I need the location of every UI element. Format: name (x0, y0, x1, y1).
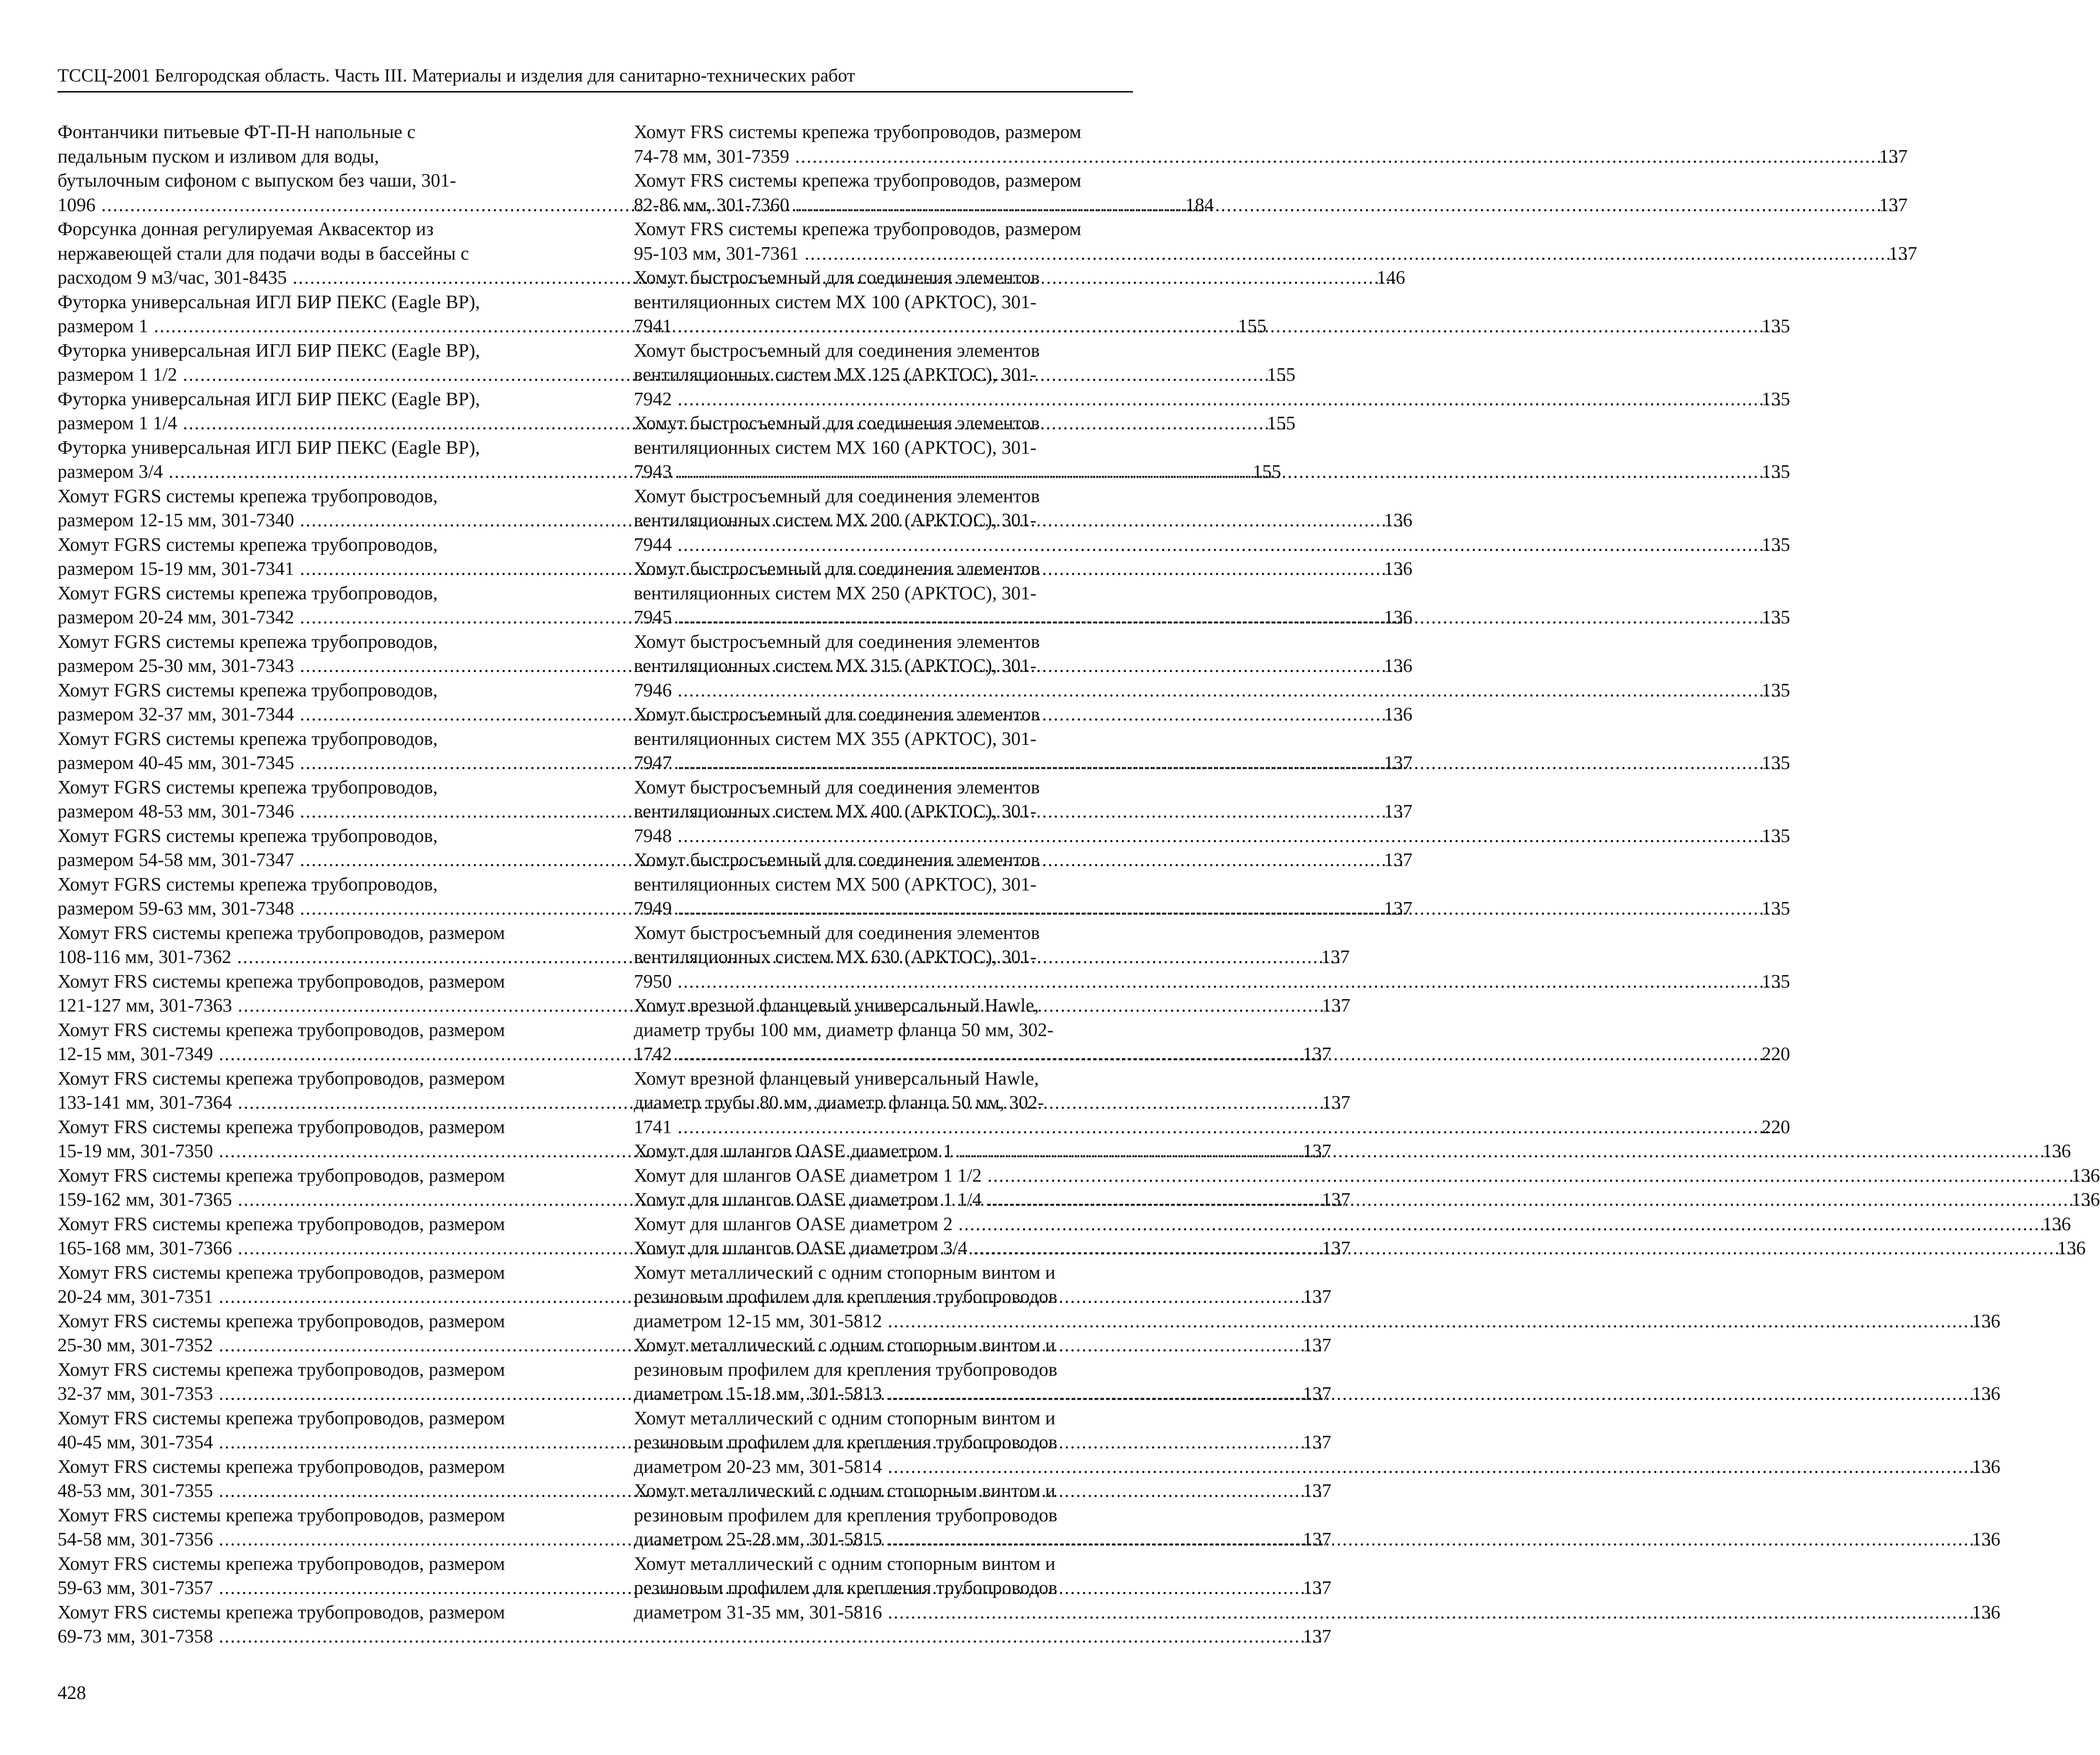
index-entry-page-number: 137 (1384, 801, 1413, 822)
index-entry-line: Хомут быстросъемный для соединения элементов (634, 849, 1040, 870)
index-entry-text: 7945 ..... (634, 607, 1782, 628)
index-entry-last-line (58, 1624, 1332, 1649)
index-entry-text: 15-19 мм, 301-7350 ..... (58, 1141, 1323, 1162)
index-entry-last-line (634, 1115, 1790, 1140)
index-entry-page-number: 136 (2071, 1165, 2100, 1186)
index-entry-line: Хомут металлический с одним стопорным винтом и (634, 1407, 1056, 1429)
index-entry-page-number: 135 (1761, 752, 1790, 773)
index-entry-page-number: 136 (1384, 558, 1413, 579)
index-entry-leader (634, 1115, 1782, 1140)
index-entry-text: 74-78 мм, 301-7359 ..... (634, 146, 1899, 167)
index-entry-text: 48-53 мм, 301-7355 ..... (58, 1480, 1323, 1501)
index-entry-text: Хомут для шлангов OASE диаметром 3/4 ..... (634, 1238, 2077, 1259)
index-entry-line: Футорка универсальная ИГЛ БИР ПЕКС (Eagle BP), (58, 340, 480, 361)
index-entry-text: 7949 ..... (634, 898, 1782, 919)
index-entry-last-line (634, 145, 1908, 169)
index-entry-leader (634, 897, 1782, 921)
index-entry-text: размером 25-30 мм, 301-7343 ..... (58, 655, 1404, 676)
index-entry-line: Хомут FGRS системы крепежа трубопроводов, (58, 631, 438, 652)
index-entry-page-number: 135 (1761, 679, 1790, 701)
index-entry-line: Хомут FRS системы крепежа трубопроводов, размером (58, 1407, 505, 1429)
index-entry-line: Хомут быстросъемный для соединения элементов (634, 558, 1040, 579)
index-entry-line: Хомут врезной фланцевый универсальный Hawle, (634, 995, 1039, 1016)
index-entry-page-number: 137 (1322, 1189, 1351, 1210)
index-entry-line: Хомут быстросъемный для соединения элементов (634, 267, 1040, 288)
index-entry-page-number: 136 (2042, 1141, 2071, 1162)
index-entry-line: вентиляционных систем MX 100 (АРКТОС), 301- (634, 291, 1036, 313)
index-entry-text: 7942 ..... (634, 389, 1782, 410)
index-entry-line: Хомут FGRS системы крепежа трубопроводов, (58, 485, 438, 507)
index-entry-page-number: 136 (1384, 510, 1413, 531)
index-entry-last-line (634, 1164, 2100, 1188)
index-entry-line: вентиляционных систем MX 250 (АРКТОС), 301- (634, 582, 1036, 604)
index-entry-leader (634, 460, 1782, 484)
index-entry-last-line (634, 533, 1790, 557)
index-entry-page-number: 137 (1879, 146, 1908, 167)
index-entry-line: резиновым профилем для крепления трубопроводов (634, 1432, 1058, 1453)
index-entry-line: Хомут FGRS системы крепежа трубопроводов, (58, 679, 438, 701)
index-entry-leader (634, 1236, 2077, 1261)
index-entry-page-number: 137 (1303, 1432, 1332, 1453)
index-entry-line: Хомут FRS системы крепежа трубопроводов, размером (58, 1601, 505, 1623)
index-entry-line: резиновым профилем для крепления трубопроводов (634, 1359, 1058, 1380)
index-entry-line: Футорка универсальная ИГЛ БИР ПЕКС (Eagle BP), (58, 291, 480, 313)
index-entry-page-number: 135 (1761, 898, 1790, 919)
index-entry-text: Хомут для шлангов OASE диаметром 1 1/2 ..... (634, 1165, 2092, 1186)
index-entry-page-number: 137 (1303, 1286, 1332, 1307)
index-entry (634, 1212, 2071, 1237)
index-entry-text: 7943 ..... (634, 461, 1782, 482)
index-entry-line: Хомут металлический с одним стопорным винтом и (634, 1262, 1056, 1283)
index-entry-line: вентиляционных систем MX 500 (АРКТОС), 301- (634, 873, 1036, 895)
index-entry-line: Хомут FRS системы крепежа трубопроводов, размером (58, 922, 505, 944)
index-entry-page-number: 137 (1303, 1577, 1332, 1598)
index-entry-line: Хомут FRS системы крепежа трубопроводов, размером (58, 1310, 505, 1332)
index-entry-text: 159-162 мм, 301-7365 ..... (58, 1189, 1342, 1210)
index-entry-line: Хомут металлический с одним стопорным винтом и (634, 1553, 1056, 1574)
index-entry-page-number: 135 (1761, 316, 1790, 337)
index-entry-line: Футорка универсальная ИГЛ БИР ПЕКС (Eagle BP), (58, 437, 480, 458)
index-entry-leader (634, 1212, 2063, 1237)
index-entry-line: нержавеющей стали для подачи воды в бассейны с (58, 243, 469, 264)
index-entry-page-number: 220 (1761, 1116, 1790, 1138)
index-entry-line: Хомут быстросъемный для соединения элементов (634, 631, 1040, 652)
index-entry-text: 54-58 мм, 301-7356 ..... (58, 1529, 1323, 1550)
index-entry-text: 20-24 мм, 301-7351 ..... (58, 1286, 1323, 1307)
index-entry-line: Хомут быстросъемный для соединения элементов (634, 413, 1040, 434)
index-entry-page-number: 137 (1384, 752, 1413, 773)
index-entry-leader (634, 970, 1782, 994)
index-entry-text: 59-63 мм, 301-7357 ..... (58, 1577, 1323, 1598)
index-entry-page-number: 136 (1971, 1310, 2000, 1332)
index-entry-line: Хомут FRS системы крепежа трубопроводов, размером (58, 1165, 505, 1186)
index-entry-page-number: 136 (1971, 1601, 2000, 1623)
index-entry-leader (634, 1455, 1992, 1479)
index-entry-line: Хомут FGRS системы крепежа трубопроводов, (58, 825, 438, 846)
index-entry-last-line (634, 387, 1790, 412)
index-entry-text: размером 54-58 мм, 301-7347 ..... (58, 849, 1404, 870)
index-entry-line: резиновым профилем для крепления трубопроводов (634, 1286, 1058, 1307)
index-entry-last-line (634, 1455, 2000, 1479)
index-entry-page-number: 135 (1761, 825, 1790, 846)
index-entry-page-number: 136 (2057, 1238, 2086, 1259)
index-entry-line: бутылочным сифоном с выпуском без чаши, 301- (58, 170, 456, 191)
index-entry-line: Хомут FRS системы крепежа трубопроводов, размером (634, 219, 1082, 240)
index-entry-page-number: 135 (1761, 971, 1790, 992)
index-entry-line: Хомут металлический с одним стопорным винтом и (634, 1335, 1056, 1356)
index-entry-line: Хомут FRS системы крепежа трубопроводов, размером (58, 1359, 505, 1380)
index-entry-page-number: 146 (1376, 267, 1405, 288)
index-entry-last-line (634, 1600, 2000, 1625)
index-entry-line: Хомут быстросъемный для соединения элементов (634, 704, 1040, 725)
index-entry-page-number: 136 (2071, 1189, 2100, 1210)
index-entry-line: вентиляционных систем MX 400 (АРКТОС), 301- (634, 801, 1036, 822)
index-entry-page-number: 137 (1322, 1092, 1351, 1113)
index-entry-text: 7941 ..... (634, 316, 1782, 337)
index-entry-text: 25-30 мм, 301-7352 ..... (58, 1335, 1323, 1356)
index-entry-line: Хомут FRS системы крепежа трубопроводов, размером (58, 1504, 505, 1526)
index-entry-text: 1741 ..... (634, 1117, 1782, 1138)
index-entry-page-number: 184 (1185, 194, 1214, 216)
index-entry-text: размером 40-45 мм, 301-7345 ..... (58, 752, 1404, 773)
index-entry-leader (634, 1527, 1992, 1552)
index-entry-text: Хомут для шлангов OASE диаметром 2 ..... (634, 1214, 2063, 1235)
index-entry-leader (634, 1164, 2092, 1188)
index-entry-leader (634, 1139, 2063, 1164)
index-entry-text: размером 1 ..... (58, 316, 1259, 337)
index-entry-leader (634, 145, 1899, 169)
index-entry-text: размером 32-37 мм, 301-7344 ..... (58, 704, 1404, 725)
index-entry-line: Хомут FRS системы крепежа трубопроводов, размером (58, 971, 505, 992)
index-entry-text: диаметром 20-23 мм, 301-5814 ..... (634, 1456, 1992, 1477)
index-entry-leader (634, 1600, 1992, 1625)
index-entry-text: 165-168 мм, 301-7366 ..... (58, 1238, 1342, 1259)
index-entry-page-number: 137 (1384, 849, 1413, 870)
index-entry-text: диаметром 31-35 мм, 301-5816 ..... (634, 1602, 1992, 1623)
index-entry-last-line (634, 970, 1790, 994)
index-entry-text: 95-103 мм, 301-7361 ..... (634, 243, 1909, 264)
index-entry-page-number: 137 (1888, 243, 1917, 264)
index-entry-text: диаметром 15-18 мм, 301-5813 ..... (634, 1383, 1992, 1404)
index-entry-line: Хомут быстросъемный для соединения элементов (634, 776, 1040, 798)
index-entry-line: Хомут FRS системы крепежа трубопроводов, размером (58, 1116, 505, 1138)
index-entry-page-number: 137 (1303, 1480, 1332, 1501)
index-entry-page-number: 137 (1303, 1044, 1332, 1065)
index-entry-leader (634, 387, 1782, 412)
index-entry-text: расходом 9 м3/час, 301-8435 ..... (58, 267, 1397, 288)
index-entry-text: 12-15 мм, 301-7349 ..... (58, 1044, 1323, 1065)
index-entry-leader (634, 605, 1782, 630)
index-entry-line: Хомут FRS системы крепежа трубопроводов, размером (58, 1068, 505, 1089)
index-entry-page-number: 155 (1267, 364, 1296, 385)
index-entry-text: размером 15-19 мм, 301-7341 ..... (58, 558, 1404, 579)
index-entry-last-line (634, 678, 1790, 703)
index-entry-line: Форсунка донная регулируемая Аквасектор из (58, 219, 434, 240)
index-entry-text: 40-45 мм, 301-7354 ..... (58, 1432, 1323, 1453)
index-entry-leader (58, 1624, 1323, 1649)
index-entry-leader (634, 1188, 2092, 1212)
index-entry-line: Хомут FRS системы крепежа трубопроводов, размером (58, 1262, 505, 1283)
index-entry-page-number: 155 (1253, 461, 1282, 482)
index-entry-page-number: 155 (1267, 413, 1296, 434)
index-entry-line: вентиляционных систем MX 315 (АРКТОС), 301- (634, 655, 1036, 676)
index-entry-page-number: 136 (1971, 1456, 2000, 1477)
index-entry-last-line (634, 1212, 2071, 1237)
index-entry-text: 7944 ..... (634, 534, 1782, 555)
index-entry-text: 32-37 мм, 301-7353 ..... (58, 1383, 1323, 1404)
index-entry-text: размером 1 1/4 ..... (58, 413, 1288, 434)
index-entry-leader (634, 751, 1782, 775)
page-header: ТССЦ-2001 Белгородская область. Часть III. Материалы и изделия для санитарно-технических работ (58, 64, 1133, 93)
index-entry-leader (634, 678, 1782, 703)
index-entry-page-number: 137 (1322, 1238, 1351, 1259)
index-entry-text: Хомут для шлангов OASE диаметром 1 1/4 ..... (634, 1189, 2092, 1210)
index-entry-page-number: 155 (1238, 316, 1267, 337)
index-entry-line: Хомут FRS системы крепежа трубопроводов, размером (634, 122, 1082, 143)
index-entry-page-number: 136 (1384, 607, 1413, 628)
index-entry-page-number: 135 (1761, 534, 1790, 555)
index-entry-line: вентиляционных систем MX 200 (АРКТОС), 301- (634, 510, 1036, 531)
index-entry-page-number: 135 (1761, 607, 1790, 628)
index-entry-line: Футорка универсальная ИГЛ БИР ПЕКС (Eagle BP), (58, 388, 480, 410)
index-entry-text: размером 12-15 мм, 301-7340 ..... (58, 510, 1404, 531)
index-entry-text: 1742 ..... (634, 1044, 1782, 1065)
index-entry-page-number: 136 (1971, 1529, 2000, 1550)
index-entry-text: диаметром 25-28 мм, 301-5815 ..... (634, 1529, 1992, 1550)
index-entry-text: размером 3/4 ..... (58, 461, 1273, 482)
index-entry-line: Хомут FGRS системы крепежа трубопроводов, (58, 534, 438, 555)
index-entry-page-number: 137 (1384, 898, 1413, 919)
index-entry-page-number: 137 (1322, 995, 1351, 1016)
index-entry-leader (634, 242, 1909, 266)
index-entry-text: 69-73 мм, 301-7358 ..... (58, 1626, 1323, 1647)
index-entry-text: размером 1 1/2 ..... (58, 364, 1288, 385)
index-entry-last-line (634, 824, 1790, 848)
index-entry-page-number: 137 (1303, 1529, 1332, 1550)
index-entry-line: Хомут FGRS системы крепежа трубопроводов, (58, 728, 438, 749)
index-entry-leader (634, 1309, 1992, 1334)
index-entry-line: Хомут быстросъемный для соединения элементов (634, 485, 1040, 507)
index-entry-text: 7950 ..... (634, 971, 1782, 992)
index-entry-leader (634, 1382, 1992, 1406)
index-entry-line: резиновым профилем для крепления трубопроводов (634, 1577, 1058, 1598)
index-entry-text: 7946 ..... (634, 680, 1782, 701)
index-entry-text: 7948 ..... (634, 825, 1782, 846)
index-entry-text: размером 48-53 мм, 301-7346 ..... (58, 801, 1404, 822)
index-entry-line: Хомут FGRS системы крепежа трубопроводов, (58, 873, 438, 895)
index-entry-page-number: 136 (1384, 655, 1413, 676)
index-entry (634, 120, 1908, 169)
index-entry-line: Хомут FGRS системы крепежа трубопроводов, (58, 582, 438, 604)
index-entry-line: резиновым профилем для крепления трубопроводов (634, 1504, 1058, 1526)
index-entry-text: диаметром 12-15 мм, 301-5812 ..... (634, 1311, 1992, 1332)
index-entry-line: вентиляционных систем MX 355 (АРКТОС), 301- (634, 728, 1036, 749)
index-entry-page-number: 137 (1879, 194, 1908, 216)
index-entry-text: размером 59-63 мм, 301-7348 ..... (58, 898, 1404, 919)
index-entry-line: диаметр трубы 80 мм, диаметр фланца 50 мм, 302- (634, 1092, 1044, 1113)
index-entry-line: педальным пуском и изливом для воды, (58, 146, 379, 167)
index-entry-text: 1096 ..... (58, 195, 1206, 216)
index-entry-page-number: 135 (1761, 388, 1790, 410)
index-entry-leader (634, 533, 1782, 557)
index-entry-line: вентиляционных систем MX 630 (АРКТОС), 301- (634, 947, 1036, 968)
index-entry-page-number: 136 (1384, 704, 1413, 725)
index-entry-text: 108-116 мм, 301-7362 ..... (58, 947, 1342, 968)
index-entry-line: Хомут быстросъемный для соединения элементов (634, 340, 1040, 361)
index-entry-line: вентиляционных систем MX 160 (АРКТОС), 301- (634, 437, 1036, 458)
index-entry-leader (634, 1042, 1782, 1067)
index-entry-line: Хомут FRS системы крепежа трубопроводов, размером (634, 170, 1082, 191)
index-entry (634, 1164, 2100, 1188)
index-entry (634, 217, 1917, 266)
index-entry-page-number: 137 (1303, 1626, 1332, 1647)
index-entry-page-number: 220 (1761, 1044, 1790, 1065)
index-entry-page-number: 136 (2042, 1213, 2071, 1235)
index-entry-last-line (634, 1309, 2000, 1334)
index-entry-leader (634, 193, 1899, 218)
index-entry-leader (634, 824, 1782, 848)
index-entry-line: Хомут FRS системы крепежа трубопроводов, размером (58, 1213, 505, 1235)
index-entry-text: 133-141 мм, 301-7364 ..... (58, 1092, 1342, 1113)
index-entry-line: диаметр трубы 100 мм, диаметр фланца 50 мм, 302- (634, 1019, 1054, 1041)
index-entry-line: Хомут FRS системы крепежа трубопроводов, размером (58, 1019, 505, 1041)
index-entry-last-line (634, 242, 1917, 266)
index-entry-line: Хомут врезной фланцевый универсальный Hawle, (634, 1068, 1039, 1089)
page-number: 428 (58, 1682, 86, 1703)
index-entry-line: Хомут FRS системы крепежа трубопроводов, размером (58, 1553, 505, 1574)
index-entry-line: Хомут FGRS системы крепежа трубопроводов, (58, 776, 438, 798)
index-entry-text: 82-86 мм, 301-7360 ..... (634, 195, 1899, 216)
index-entry-page-number: 137 (1303, 1141, 1332, 1162)
index-entry-line: Фонтанчики питьевые ФТ-П-Н напольные с (58, 122, 416, 143)
index-entry-page-number: 136 (1971, 1383, 2000, 1404)
index-entry-line: вентиляционных систем MX 125 (АРКТОС), 301- (634, 364, 1036, 385)
index-entry-text: Хомут для шлангов OASE диаметром 1 ..... (634, 1141, 2063, 1162)
index-entry-page-number: 137 (1321, 947, 1350, 968)
index-entry-page-number: 137 (1303, 1335, 1332, 1356)
index-entry-page-number: 137 (1303, 1383, 1332, 1404)
index-entry-text: 121-127 мм, 301-7363 ..... (58, 995, 1342, 1016)
index-entry-text: 7947 ..... (634, 752, 1782, 773)
index-entry-page-number: 135 (1761, 461, 1790, 482)
index-entry-leader (634, 314, 1782, 339)
index-entry-line: Хомут FRS системы крепежа трубопроводов, размером (58, 1456, 505, 1477)
index-entry-line: Хомут металлический с одним стопорным винтом и (634, 1480, 1056, 1501)
index-entry-line: Хомут быстросъемный для соединения элементов (634, 922, 1040, 944)
index-entry-text: размером 20-24 мм, 301-7342 ..... (58, 607, 1404, 628)
